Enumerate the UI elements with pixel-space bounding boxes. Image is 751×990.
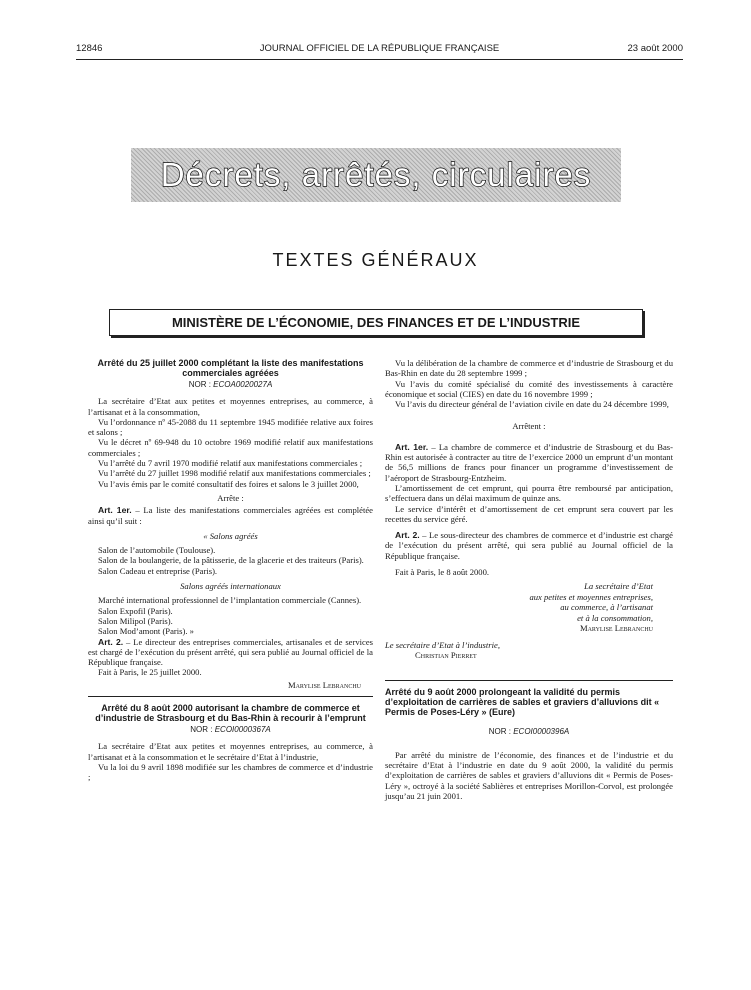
list-item: Marché international professionnel de l’implantation commerciale (Cannes). [98,595,362,606]
banner [131,148,621,202]
fait-line: Fait à Paris, le 25 juillet 2000. [98,667,202,678]
list-heading: Salons agréés internationaux [180,581,281,592]
nor-code: ECOI0000396A [513,727,570,737]
signature-block [385,581,653,634]
paragraph: La secrétaire d’Etat aux petites et moyennes entreprises, au commerce, à l’artisanat et à la consommation, [88,396,373,417]
list-heading: « Salons agréés [203,530,258,541]
header-rule [76,59,683,60]
page-number: 12846 [76,43,103,54]
article-title: Arrêté du 8 août 2000 autorisant la chambre de commerce et d’industrie de Strasbourg et du Bas-Rhin à recourir à l’emprunt [95,703,366,724]
nor-line [88,380,373,390]
article-text: – La liste des manifestations commerciales agréées est complétée ainsi qu’il suit : [88,505,373,526]
fait-line: Fait à Paris, le 8 août 2000. [395,567,490,578]
article-separator [385,680,673,681]
nor-code: ECOI0000367A [214,725,271,735]
signature-line: au commerce, à l’artisanat [560,602,653,613]
signature-name: Marylise Lebranchu [579,623,653,634]
signature-title: Le secrétaire d’Etat à l’industrie, [385,639,500,650]
nor-line [385,727,673,737]
left-column [88,358,373,783]
paragraph: Vu l’ordonnance nº 45-2088 du 11 septembre 1945 modifiée relative aux foires et salons ; [88,416,373,438]
paragraph: Vu l’arrêté du 27 juillet 1998 modifié relatif aux manifestations commerciales ; [98,468,371,479]
article-label: Art. 1er. [98,505,132,516]
signature-line: La secrétaire d’Etat [584,581,653,592]
list-item: Salon Cadeau et entreprise (Paris). [98,565,218,576]
paragraph: Vu l’avis émis par le comité consultatif des foires et salons le 3 juillet 2000, [98,478,359,489]
article-2 [385,530,673,561]
article-title: Arrêté du 9 août 2000 prolongeant la validité du permis d’exploitation de carrières de sables et graviers d’alluvions dit « Permis de Poses-Léry » (Eure) [385,687,660,718]
issue-date: 23 août 2000 [627,43,683,54]
signature: Marylise Lebranchu [287,679,361,690]
list-item: Salon de l’automobile (Toulouse). [98,545,216,556]
article-text: – Le sous-directeur des chambres de commerce et d’industrie est chargé de l’exécution du présent arrêté, qui sera publié au Journal officiel de la République française. [385,530,673,561]
paragraph: L’amortissement de cet emprunt, qui pourra être remboursé par anticipation, s’effectuera dans un délai maximum de quinze ans. [385,482,673,504]
list-item: Salon Milipol (Paris). [98,615,173,626]
right-column [385,358,673,801]
article-1 [88,505,373,526]
paragraph: Vu le décret nº 69-948 du 10 octobre 1969 modifié relatif aux manifestations commerciales ; [88,437,373,458]
arretent-heading: Arrêtent : [512,421,546,432]
paragraph: Par arrêté du ministre de l’économie, des finances et de l’industrie et du secrétaire d’Etat à l’industrie en date du 9 août 2000, la validité du permis d’exploitation de carrières de sables et graviers d’alluvions dit « Permis de Poses-Léry », octroyé à la société Sablières et entreprises Morillon-Corvol, est prolongée jusqu’au 21 juin 2001. [385,749,673,801]
banner-title: Décrets, arrêtés, circulaires [160,156,592,193]
article-label: Art. 2. [98,636,124,647]
running-header [76,43,683,57]
nor-label: NOR : [488,727,514,737]
arrete-heading: Arrête : [217,492,244,503]
paragraph: Vu la délibération de la chambre de commerce et d’industrie de Strasbourg et du Bas-Rhin en date du 28 septembre 1999 ; [385,358,673,379]
paragraph: La secrétaire d’Etat aux petites et moyennes entreprises, au commerce, à l’artisanat et à la consommation et le secrétaire d’Etat à l’industrie, [88,741,373,762]
nor-label: NOR : [188,380,214,389]
nor-code: ECOA0020027A [213,380,273,389]
article-2 [88,637,373,668]
nor-label: NOR : [190,725,215,735]
list-item: Salon Mod’amont (Paris). » [98,626,194,637]
ministry-box [109,309,643,336]
article-title: Arrêté du 25 juillet 2000 complétant la liste des manifestations commerciales agréées [97,358,364,378]
paragraph: Le service d’intérêt et d’amortissement de cet emprunt sera couvert par les recettes du service géré. [385,503,673,524]
signature-line: et à la consommation, [577,612,653,623]
paragraph: Vu l’avis du directeur général de l’aviation civile en date du 24 décembre 1999, [395,399,669,410]
paragraph: Vu l’avis du comité spécialisé du comité des investissements à caractère économique et social (CIES) en date du 16 novembre 1999 ; [385,378,673,399]
signature-name: Christian Pierret [415,650,477,661]
article-label: Art. 2. [395,530,420,541]
list-item: Salon de la boulangerie, de la pâtisserie, de la glacerie et des traiteurs (Paris). [98,555,364,566]
article-separator [88,696,373,697]
signature-line: aux petites et moyennes entreprises, [529,591,653,602]
article-text: – Le directeur des entreprises commerciales, artisanales et de services est chargé de l’exécution du présent arrêté, qui sera publié au Journal officiel de la République française. [88,636,373,668]
ministry-name: MINISTÈRE DE L’ÉCONOMIE, DES FINANCES ET DE L’INDUSTRIE [171,315,581,330]
article-1 [385,442,673,483]
article-text: – La chambre de commerce et d’industrie de Strasbourg et du Bas-Rhin est autorisée à contracter au titre de l’exercice 2000 un emprunt d’un montant de 56,5 millions de francs pour financer un programme d’investissement de l’aéroport de Strasbourg-Entzheim. [385,441,674,483]
list-item: Salon Expofil (Paris). [98,605,173,616]
article-label: Art. 1er. [395,441,429,452]
nor-line [88,725,373,735]
section-title: TEXTES GÉNÉRAUX [272,250,479,270]
paragraph: Vu l’arrêté du 7 avril 1970 modifié relatif aux manifestations commerciales ; [98,458,363,469]
paragraph: Vu la loi du 9 avril 1898 modifiée sur les chambres de commerce et d’industrie ; [88,761,373,783]
journal-title: JOURNAL OFFICIEL DE LA RÉPUBLIQUE FRANÇAISE [259,43,500,54]
